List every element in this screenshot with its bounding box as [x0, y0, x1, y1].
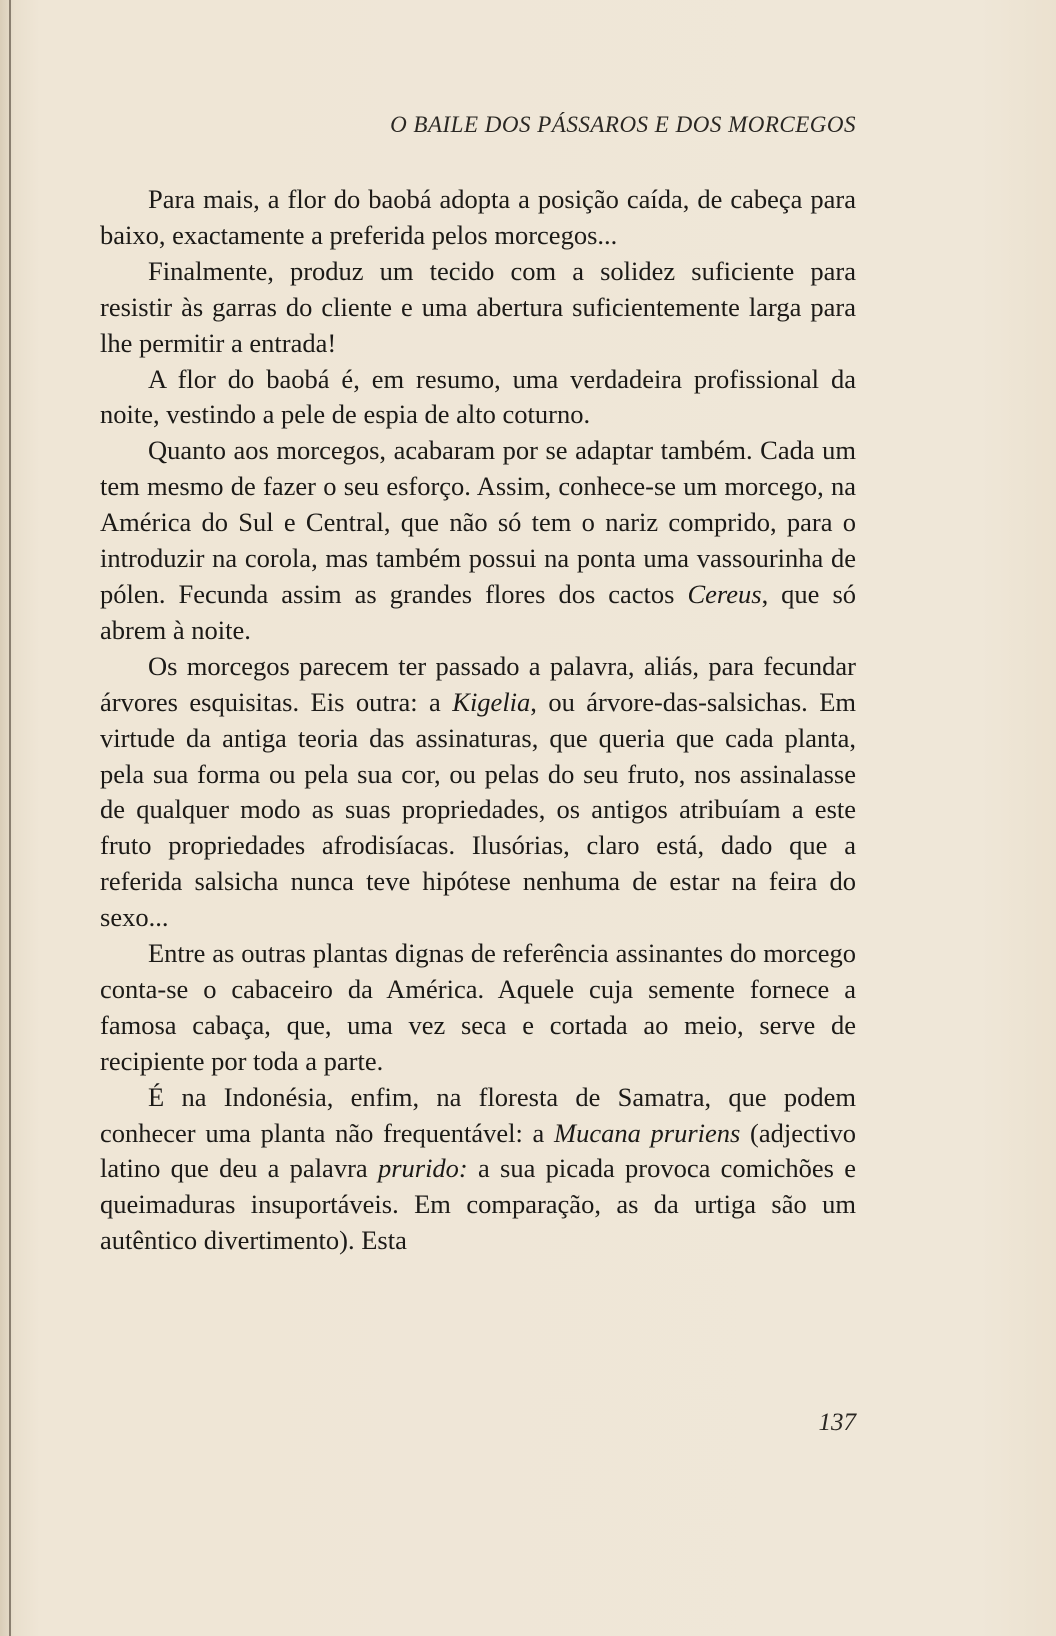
text-run: Finalmente, produz um tecido com a solidez suficiente para resistir às garras do cliente e uma abertura suficientemente larga para lhe permitir a entrada!	[100, 255, 856, 358]
paragraph	[100, 362, 856, 434]
running-header: O BAILE DOS PÁSSAROS E DOS MORCEGOS	[390, 112, 856, 137]
text-run: É na Indonésia, enfim, na floresta de Samatra, que podem conhecer uma planta não frequentável: a	[100, 1081, 856, 1148]
text-run: , que só abrem à noite.	[100, 578, 857, 645]
italic-term: Mucana pruriens	[554, 1117, 741, 1148]
text-run: Para mais, a flor do baobá adopta a posição caída, de cabeça para baixo, exactamente a preferida pelos morcegos...	[100, 184, 856, 250]
paragraph	[100, 1080, 856, 1260]
text-run: (adjectivo latino que deu a palavra	[100, 1117, 857, 1184]
paragraph	[100, 182, 856, 254]
paragraph	[100, 433, 856, 648]
binding-edge	[9, 0, 11, 1636]
paragraph	[100, 254, 856, 362]
italic-term: prurido:	[377, 1153, 468, 1184]
text-run: , ou árvore-das-salsichas. Em virtude da antiga teoria das assinaturas, que queria que cada planta, pela sua forma ou pela sua cor, ou pelas do seu fruto, nos assinalasse de qualquer modo as suas propriedades, os antigos atribuíam a este fruto propriedades afrodisíacas. Ilusórias, claro está, dado que a referida salsicha nunca teve hipótese nenhuma de estar na feira do sexo...	[100, 686, 856, 933]
paragraph	[100, 936, 856, 1080]
paragraph	[100, 649, 856, 936]
text-run: Entre as outras plantas dignas de referência assinantes do morcego conta-se o cabaceiro da América. Aquele cuja semente fornece a famosa cabaça, que, uma vez seca e cortada ao meio, serve de recipiente por toda a parte.	[100, 938, 856, 1076]
body-text	[100, 182, 856, 1259]
page-number: 137	[818, 1409, 856, 1436]
italic-term: Cereus	[687, 578, 762, 609]
text-run: Os morcegos parecem ter passado a palavra, aliás, para fecundar árvores esquisitas. Eis outra: a	[100, 650, 856, 717]
text-run: a sua picada provoca comichões e queimaduras insuportáveis. Em comparação, as da urtiga são um autêntico divertimento). Esta	[100, 1153, 857, 1256]
italic-term: Kigelia	[452, 686, 531, 717]
text-run: A flor do baobá é, em resumo, uma verdadeira profissional da noite, vestindo a pele de espia de alto coturno.	[100, 363, 856, 430]
text-run: Quanto aos morcegos, acabaram por se adaptar também. Cada um tem mesmo de fazer o seu esforço. Assim, conhece-se um morcego, na América do Sul e Central, que não só tem o nariz comprido, para o introduzir na corola, mas também possui na ponta uma vassourinha de pólen. Fecunda assim as grandes flores dos cactos	[100, 435, 856, 609]
